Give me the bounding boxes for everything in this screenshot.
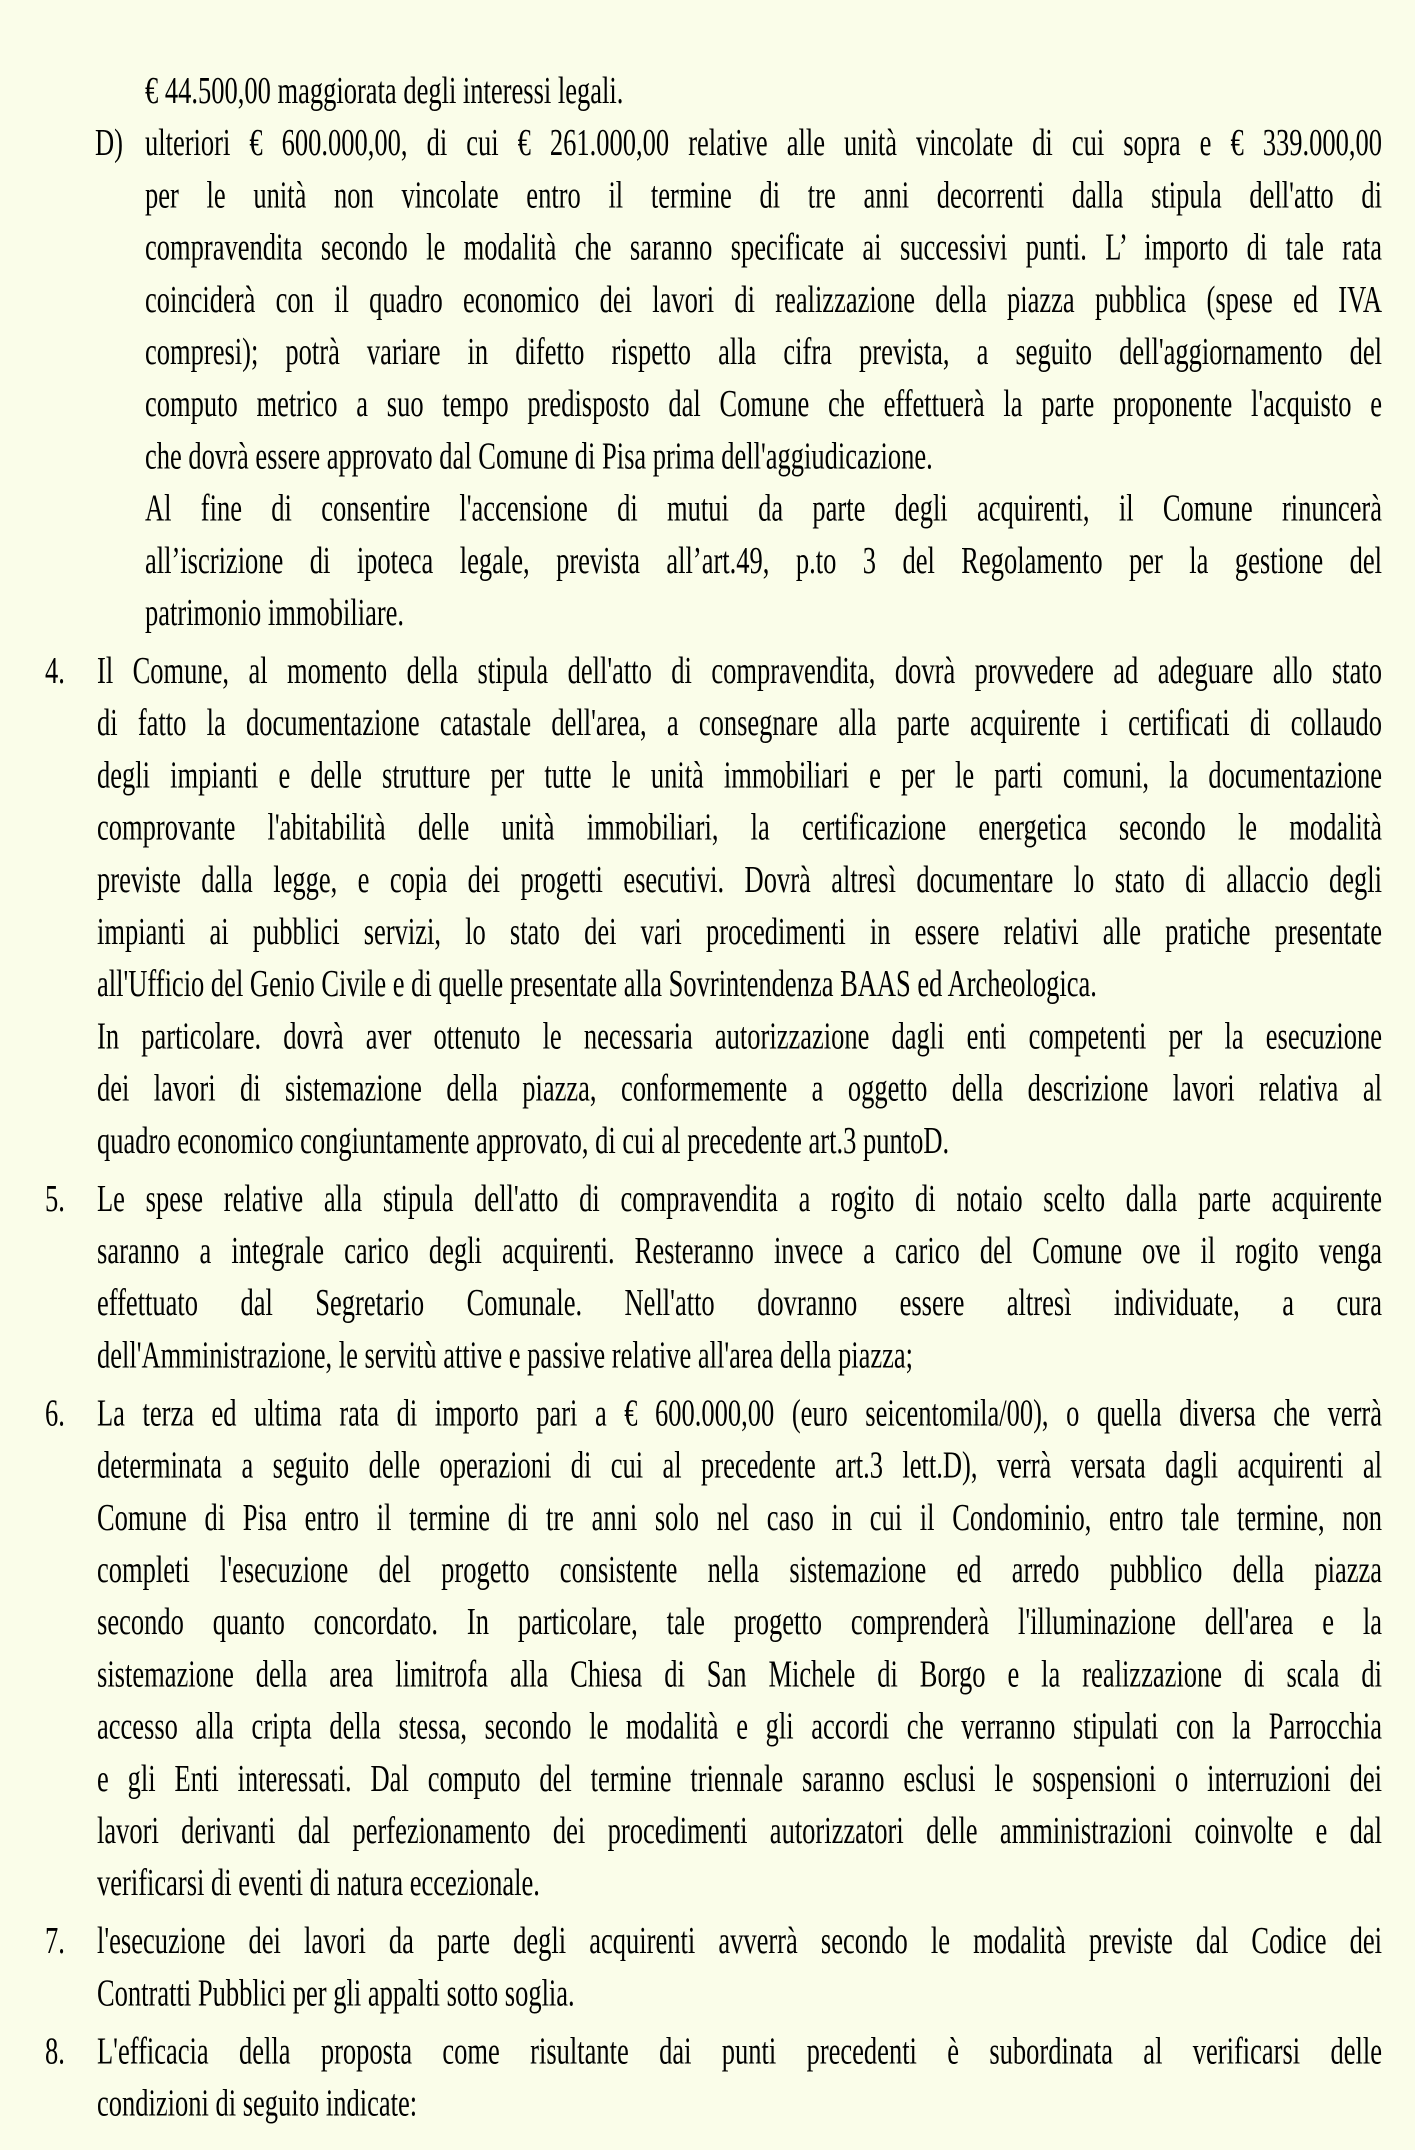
text-line: e gli Enti interessati. Dal computo del termine triennale saranno esclusi le sospensioni o interruzioni dei	[97, 1755, 1382, 1800]
list-item-5	[45, 1172, 1382, 1381]
text-line: di fatto la documentazione catastale dell'area, a consegnare alla parte acquirente i certificati di collaudo	[97, 700, 1382, 744]
text-line: dei lavori di sistemazione della piazza, conformemente a oggetto della descrizione lavori relativa al	[97, 1065, 1382, 1110]
list-marker: D)	[95, 120, 123, 164]
text-line: compravendita secondo le modalità che saranno specificate ai successivi punti. L’ importo di tale rata	[145, 224, 1382, 269]
text-line: Il Comune, al momento della stipula dell'atto di compravendita, dovrà provvedere ad adeguare allo stato	[97, 648, 1382, 692]
text-line: quadro economico congiuntamente approvato, di cui al precedente art.3 puntoD.	[97, 1117, 950, 1162]
text-line: l'esecuzione dei lavori da parte degli acquirenti avverrà secondo le modalità previste dal Codice dei	[97, 1918, 1382, 1962]
text-line: lavori derivanti dal perfezionamento dei procedimenti autorizzatori delle amministrazioni coinvolte e dal	[97, 1808, 1382, 1852]
text-line: degli impianti e delle strutture per tutte le unità immobiliari e per le parti comuni, la documentazione	[97, 752, 1382, 797]
text-line: sistemazione della area limitrofa alla Chiesa di San Michele di Borgo e la realizzazione di scala di	[97, 1651, 1382, 1696]
text-line: condizioni di seguito indicate:	[97, 2080, 418, 2125]
text-line: La terza ed ultima rata di importo pari a € 600.000,00 (euro seicentomila/00), o quella diversa che verrà	[97, 1390, 1382, 1435]
text-line: Contratti Pubblici per gli appalti sotto soglia.	[97, 1970, 575, 2015]
text-line: all’iscrizione di ipoteca legale, prevista all’art.49, p.to 3 del Regolamento per la gestione del	[145, 537, 1382, 582]
list-item-D	[95, 116, 1382, 481]
text-line: dell'Amministrazione, le servitù attive e passive relative all'area della piazza;	[97, 1332, 913, 1377]
paragraph	[97, 1009, 1382, 1166]
list-marker: 5.	[45, 1175, 65, 1220]
text-line: effettuato dal Segretario Comunale. Nell'atto dovranno essere altresì individuate, a cura	[97, 1280, 1382, 1324]
text-line: ulteriori € 600.000,00, di cui € 261.000,00 relative alle unità vincolate di cui sopra e € 339.000,00	[145, 120, 1382, 164]
list-marker: 7.	[45, 1918, 65, 1962]
list-item-4	[45, 644, 1382, 1009]
list-item-8	[45, 2024, 1382, 2128]
text-line: accesso alla cripta della stessa, secondo le modalità e gli accordi che verranno stipulati con la Parrocchia	[97, 1703, 1382, 1748]
text-line: computo metrico a suo tempo predisposto dal Comune che effettuerà la parte proponente l'acquisto e	[145, 381, 1382, 425]
text-line: completi l'esecuzione del progetto consistente nella sistemazione ed arredo pubblico della piazza	[97, 1547, 1382, 1591]
text-line: saranno a integrale carico degli acquirenti. Resteranno invece a carico del Comune ove il rogito venga	[97, 1228, 1382, 1272]
text-line: Le spese relative alla stipula dell'atto di compravendita a rogito di notaio scelto dalla parte acquirente	[97, 1175, 1382, 1220]
text-line: per le unità non vincolate entro il termine di tre anni decorrenti dalla stipula dell'atto di	[145, 172, 1382, 217]
paragraph	[145, 64, 1382, 116]
text-line: € 44.500,00 maggiorata degli interessi legali.	[145, 68, 624, 112]
text-line: compresi); potrà variare in difetto rispetto alla cifra prevista, a seguito dell'aggiornamento del	[145, 329, 1382, 373]
text-line: previste dalla legge, e copia dei progetti esecutivi. Dovrà altresì documentare lo stato di allaccio degli	[97, 856, 1382, 901]
text-line: Al fine di consentire l'accensione di mutui da parte degli acquirenti, il Comune rinuncerà	[145, 485, 1382, 530]
paragraph	[145, 481, 1382, 638]
list-marker: 4.	[45, 648, 65, 692]
text-line: coinciderà con il quadro economico dei lavori di realizzazione della piazza pubblica (spese ed IVA	[145, 276, 1382, 321]
text-line: impianti ai pubblici servizi, lo stato dei vari procedimenti in essere relativi alle pratiche presentate	[97, 909, 1382, 953]
text-line: verificarsi di eventi di natura eccezionale.	[97, 1860, 540, 1904]
list-marker: 8.	[45, 2028, 65, 2073]
text-line: In particolare. dovrà aver ottenuto le necessaria autorizzazione dagli enti competenti per la esecuzione	[97, 1013, 1382, 1058]
text-line: L'efficacia della proposta come risultante dai punti precedenti è subordinata al verificarsi delle	[97, 2028, 1382, 2073]
text-line: che dovrà essere approvato dal Comune di Pisa prima dell'aggiudicazione.	[145, 433, 933, 478]
text-line: Comune di Pisa entro il termine di tre anni solo nel caso in cui il Condominio, entro tale termine, non	[97, 1494, 1382, 1539]
list-item-6	[45, 1386, 1382, 1908]
list-item-7	[45, 1914, 1382, 2018]
text-line: determinata a seguito delle operazioni di cui al precedente art.3 lett.D), verrà versata dagli acquirenti al	[97, 1442, 1382, 1487]
text-line: secondo quanto concordato. In particolare, tale progetto comprenderà l'illuminazione dell'area e la	[97, 1599, 1382, 1643]
text-line: comprovante l'abitabilità delle unità immobiliari, la certificazione energetica secondo le modalità	[97, 804, 1382, 849]
list-marker: 6.	[45, 1390, 65, 1435]
text-line: all'Ufficio del Genio Civile e di quelle presentate alla Sovrintendenza BAAS ed Archeologica.	[97, 961, 1097, 1005]
text-line: patrimonio immobiliare.	[145, 590, 405, 634]
